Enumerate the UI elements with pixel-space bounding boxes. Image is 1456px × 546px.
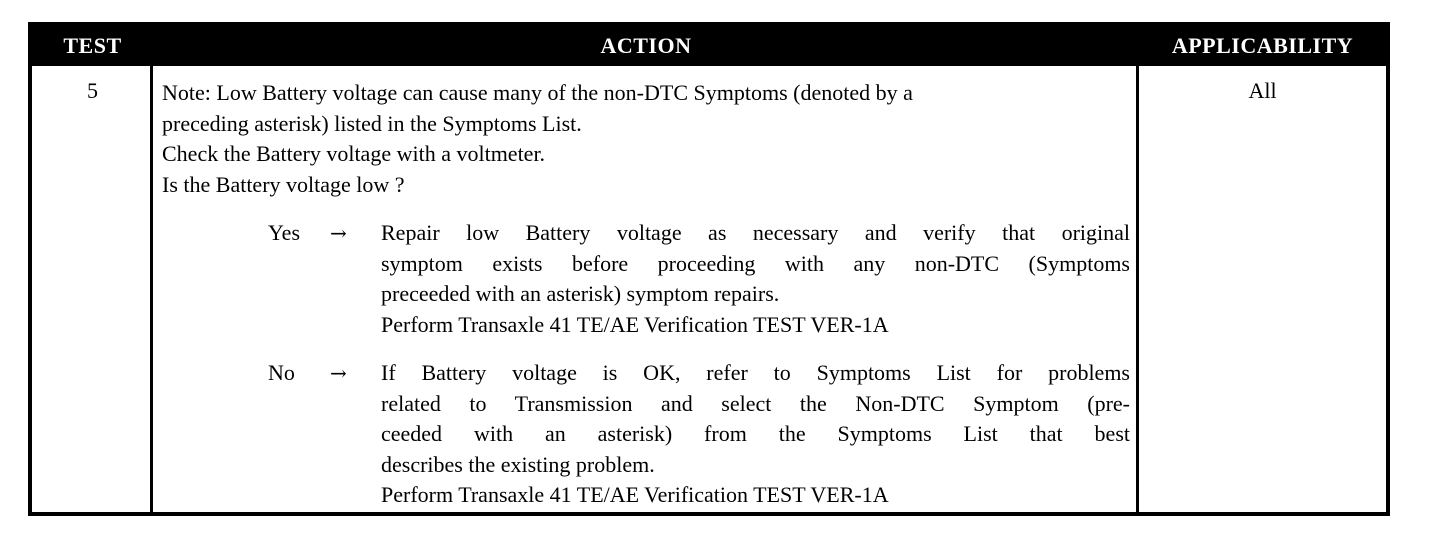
no-line: If Battery voltage is OK, refer to Symptoms List for problems	[381, 360, 1130, 385]
no-line: Perform Transaxle 41 TE/AE Verification TEST VER-1A	[381, 482, 889, 507]
yes-line: preceeded with an asterisk) symptom repairs.	[381, 281, 780, 306]
intro-line: preceding asterisk) listed in the Symptoms List.	[162, 110, 582, 136]
yes-line: symptom exists before proceeding with any non-DTC (Symptoms	[381, 250, 1130, 276]
intro-line: Note: Low Battery voltage can cause many of the non-DTC Symptoms (denoted by a	[162, 80, 913, 105]
no-line: ceeded with an asterisk) from the Symptoms List that best	[381, 421, 1130, 446]
action-cell	[162, 78, 1130, 511]
yes-line: Repair low Battery voltage as necessary and verify that original	[381, 220, 1130, 245]
intro-line: Check the Battery voltage with a voltmeter.	[162, 141, 546, 166]
test-table	[28, 22, 1390, 516]
no-line: describes the existing problem.	[381, 451, 655, 477]
applicability-value: All	[1248, 78, 1277, 103]
header-test: TEST	[63, 33, 122, 58]
right-arrow-icon: →	[330, 361, 347, 385]
yes-label: Yes	[268, 220, 301, 245]
yes-line: Perform Transaxle 41 TE/AE Verification TEST VER-1A	[381, 311, 889, 337]
yes-text	[381, 218, 1130, 340]
header-action: ACTION	[600, 33, 692, 58]
no-line: related to Transmission and select the Non-DTC Symptom (pre-	[381, 390, 1130, 416]
header-applicability: APPLICABILITY	[1171, 33, 1354, 58]
no-label: No	[268, 360, 295, 385]
test-number: 5	[87, 78, 98, 103]
column-divider-2	[1136, 66, 1139, 512]
no-text	[381, 358, 1130, 511]
yes-branch	[162, 218, 1130, 340]
right-arrow-icon: →	[330, 221, 347, 245]
table-header	[32, 26, 1386, 66]
column-divider-1	[150, 66, 153, 512]
intro-line: Is the Battery voltage low ?	[162, 171, 405, 197]
no-branch	[162, 358, 1130, 511]
